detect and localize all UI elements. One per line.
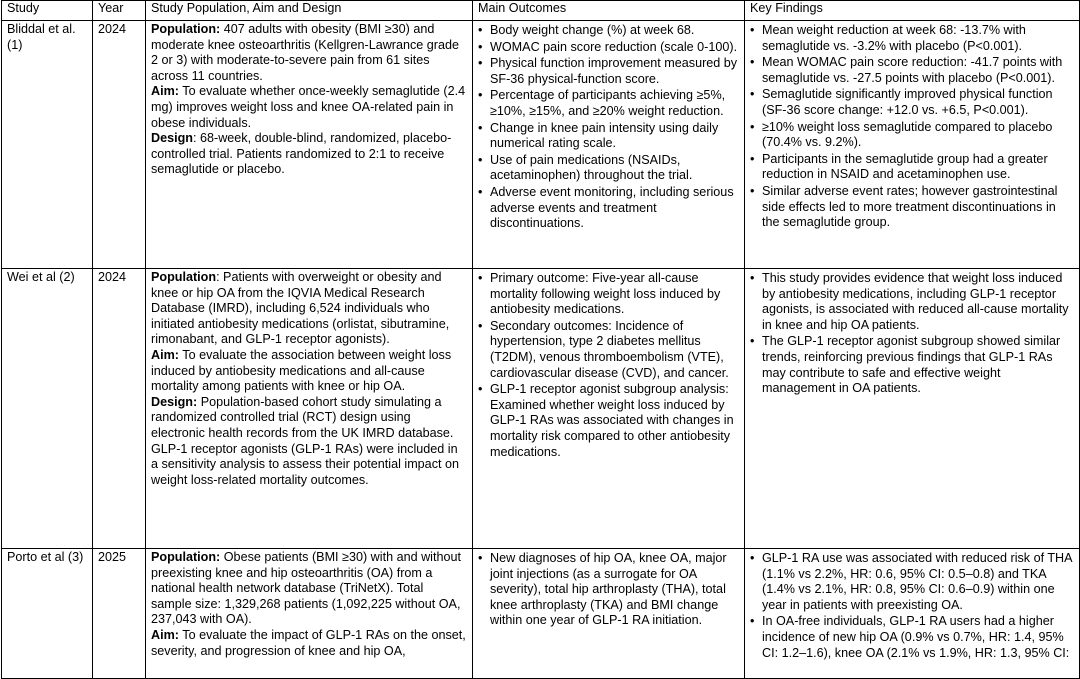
aim-label: Aim:: [151, 347, 179, 362]
outcomes-list: [478, 549, 739, 629]
population-label: Population:: [151, 550, 221, 564]
aim-label: Aim:: [151, 627, 179, 642]
findings-list: [750, 549, 1074, 661]
list-item: • Use of pain medications (NSAIDs, acetaminophen) throughout the trial.: [490, 153, 739, 184]
list-item: • GLP-1 receptor agonist subgroup analysis: Examined whether weight loss induced by GLP-1 RAs was associated with changes in mortality risk compared to other antiobesity medications.: [490, 382, 739, 460]
header-study: Study: [2, 1, 93, 21]
list-item: • Body weight change (%) at week 68.: [490, 23, 739, 39]
population-text: [151, 22, 467, 84]
design-cell: [146, 549, 473, 679]
study-cell: Bliddal et al. (1): [2, 21, 93, 269]
outcomes-list: [478, 21, 739, 232]
design-text: [151, 131, 467, 178]
year-cell: 2025: [93, 549, 146, 679]
design-label: Design: [151, 131, 193, 146]
table-row: [2, 269, 1080, 549]
list-item: • Percentage of participants achieving ≥5%, ≥10%, ≥15%, and ≥20% weight reduction.: [490, 88, 739, 119]
design-text: [151, 395, 467, 489]
aim-value: To evaluate the association between weight loss induced by antiobesity medications and all-cause mortality among patients with knee or hip OA.: [151, 347, 452, 394]
population-text: [151, 270, 467, 348]
study-cell: Porto et al (3): [2, 549, 93, 679]
outcomes-list: [478, 269, 739, 460]
list-item: • Physical function improvement measured by SF-36 physical-function score.: [490, 56, 739, 87]
list-item: • Similar adverse event rates; however gastrointestinal side effects led to more treatment discontinuations in the semaglutide group.: [762, 184, 1074, 231]
population-label: Population:: [151, 22, 221, 36]
year-cell: 2024: [93, 21, 146, 269]
population-value: 407 adults with obesity (BMI ≥30) and moderate knee osteoarthritis (Kellgren-Lawrance grade 2 or 3) with moderate-to-severe pain from 61 sites across 11 countries.: [151, 22, 460, 83]
table-row: [2, 549, 1080, 679]
findings-list: [750, 269, 1074, 397]
list-item: • Secondary outcomes: Incidence of hypertension, type 2 diabetes mellitus (T2DM), venous thromboembolism (VTE), cardiovascular disease (CVD), and cancer.: [490, 319, 739, 381]
list-item: • Change in knee pain intensity using daily numerical rating scale.: [490, 121, 739, 152]
header-design: Study Population, Aim and Design: [146, 1, 473, 21]
aim-text: [151, 628, 467, 659]
list-item: • WOMAC pain score reduction (scale 0-100).: [490, 40, 739, 56]
design-value: : 68-week, double-blind, randomized, placebo-controlled trial. Patients randomized to 2:1 to receive semaglutide or placebo.: [151, 131, 452, 177]
study-table: [1, 0, 1080, 679]
list-item: • GLP-1 RA use was associated with reduced risk of THA (1.1% vs 2.2%, HR: 0.6, 95% CI: 0.5–0.8) and TKA (1.4% vs 2.1%, HR: 0.8, 95% CI: 0.6–0.9) within one year in patients with preexisting OA.: [762, 551, 1074, 613]
findings-cell: [745, 21, 1080, 269]
findings-cell: [745, 269, 1080, 549]
aim-value: To evaluate the impact of GLP-1 RAs on the onset, severity, and progression of knee and hip OA,: [151, 627, 466, 658]
findings-list: [750, 21, 1074, 231]
year-cell: 2024: [93, 269, 146, 549]
population-label: Population: [151, 270, 217, 284]
design-label: Design:: [151, 394, 198, 409]
header-row: [2, 1, 1080, 21]
list-item: • The GLP-1 receptor agonist subgroup showed similar trends, reinforcing previous findings that GLP-1 RAs may contribute to safe and effective weight management in OA patients.: [762, 334, 1074, 396]
header-findings: Key Findings: [745, 1, 1080, 21]
list-item: • This study provides evidence that weight loss induced by antiobesity medications, including GLP-1 receptor agonists, is associated with reduced all-cause mortality in knee and hip OA patients.: [762, 271, 1074, 333]
list-item: • New diagnoses of hip OA, knee OA, major joint injections (as a surrogate for OA severity), total hip arthroplasty (THA), total knee arthroplasty (TKA) and BMI change within one year of GLP-1 RA initiation.: [490, 551, 739, 629]
list-item: • In OA-free individuals, GLP-1 RA users had a higher incidence of new hip OA (0.9% vs 0.7%, HR: 1.4, 95% CI: 1.2–1.6), knee OA (2.1% vs 1.9%, HR: 1.3, 95% CI:: [762, 614, 1074, 661]
header-year: Year: [93, 1, 146, 21]
aim-label: Aim:: [151, 84, 179, 99]
aim-value: To evaluate whether once-weekly semaglutide (2.4 mg) improves weight loss and knee OA-related pain in obese individuals.: [151, 84, 466, 130]
study-cell: Wei et al (2): [2, 269, 93, 549]
outcomes-cell: [473, 549, 745, 679]
table-row: [2, 21, 1080, 269]
design-value: Population-based cohort study simulating a randomized controlled trial (RCT) design using electronic health records from the UK IMRD database. GLP-1 receptor agonists (GLP-1 RAs) were included in a sensitivity analysis to assess their potential impact on weight loss-related mortality outcomes.: [151, 394, 459, 487]
design-cell: [146, 21, 473, 269]
population-value: Obese patients (BMI ≥30) with and without preexisting knee and hip osteoarthritis (OA) from a national health network database (TriNetX). Total sample size: 1,329,268 patients (1,092,225 without OA, 237,043 with OA).: [151, 550, 461, 627]
list-item: • Mean weight reduction at week 68: -13.7% with semaglutide vs. -3.2% with placebo (P<0.001).: [762, 23, 1074, 54]
population-text: [151, 550, 467, 628]
outcomes-cell: [473, 21, 745, 269]
aim-text: [151, 84, 467, 131]
aim-text: [151, 348, 467, 395]
design-cell: [146, 269, 473, 549]
outcomes-cell: [473, 269, 745, 549]
population-value: : Patients with overweight or obesity and knee or hip OA from the IQVIA Medical Research Database (IMRD), including 6,524 individuals who initiated antiobesity medications (orlistat, sibutramine, rimonabant, and GLP-1 receptor agonists).: [151, 270, 450, 347]
list-item: • Primary outcome: Five-year all-cause mortality following weight loss induced by antiobesity medications.: [490, 271, 739, 318]
header-outcomes: Main Outcomes: [473, 1, 745, 21]
list-item: • Participants in the semaglutide group had a greater reduction in NSAID and acetaminophen use.: [762, 152, 1074, 183]
list-item: • Semaglutide significantly improved physical function (SF-36 score change: +12.0 vs. +6.5, P<0.001).: [762, 87, 1074, 118]
list-item: • Adverse event monitoring, including serious adverse events and treatment discontinuations.: [490, 185, 739, 232]
list-item: • ≥10% weight loss semaglutide compared to placebo (70.4% vs. 9.2%).: [762, 120, 1074, 151]
list-item: • Mean WOMAC pain score reduction: -41.7 points with semaglutide vs. -27.5 points with placebo (P<0.001).: [762, 55, 1074, 86]
findings-cell: [745, 549, 1080, 679]
